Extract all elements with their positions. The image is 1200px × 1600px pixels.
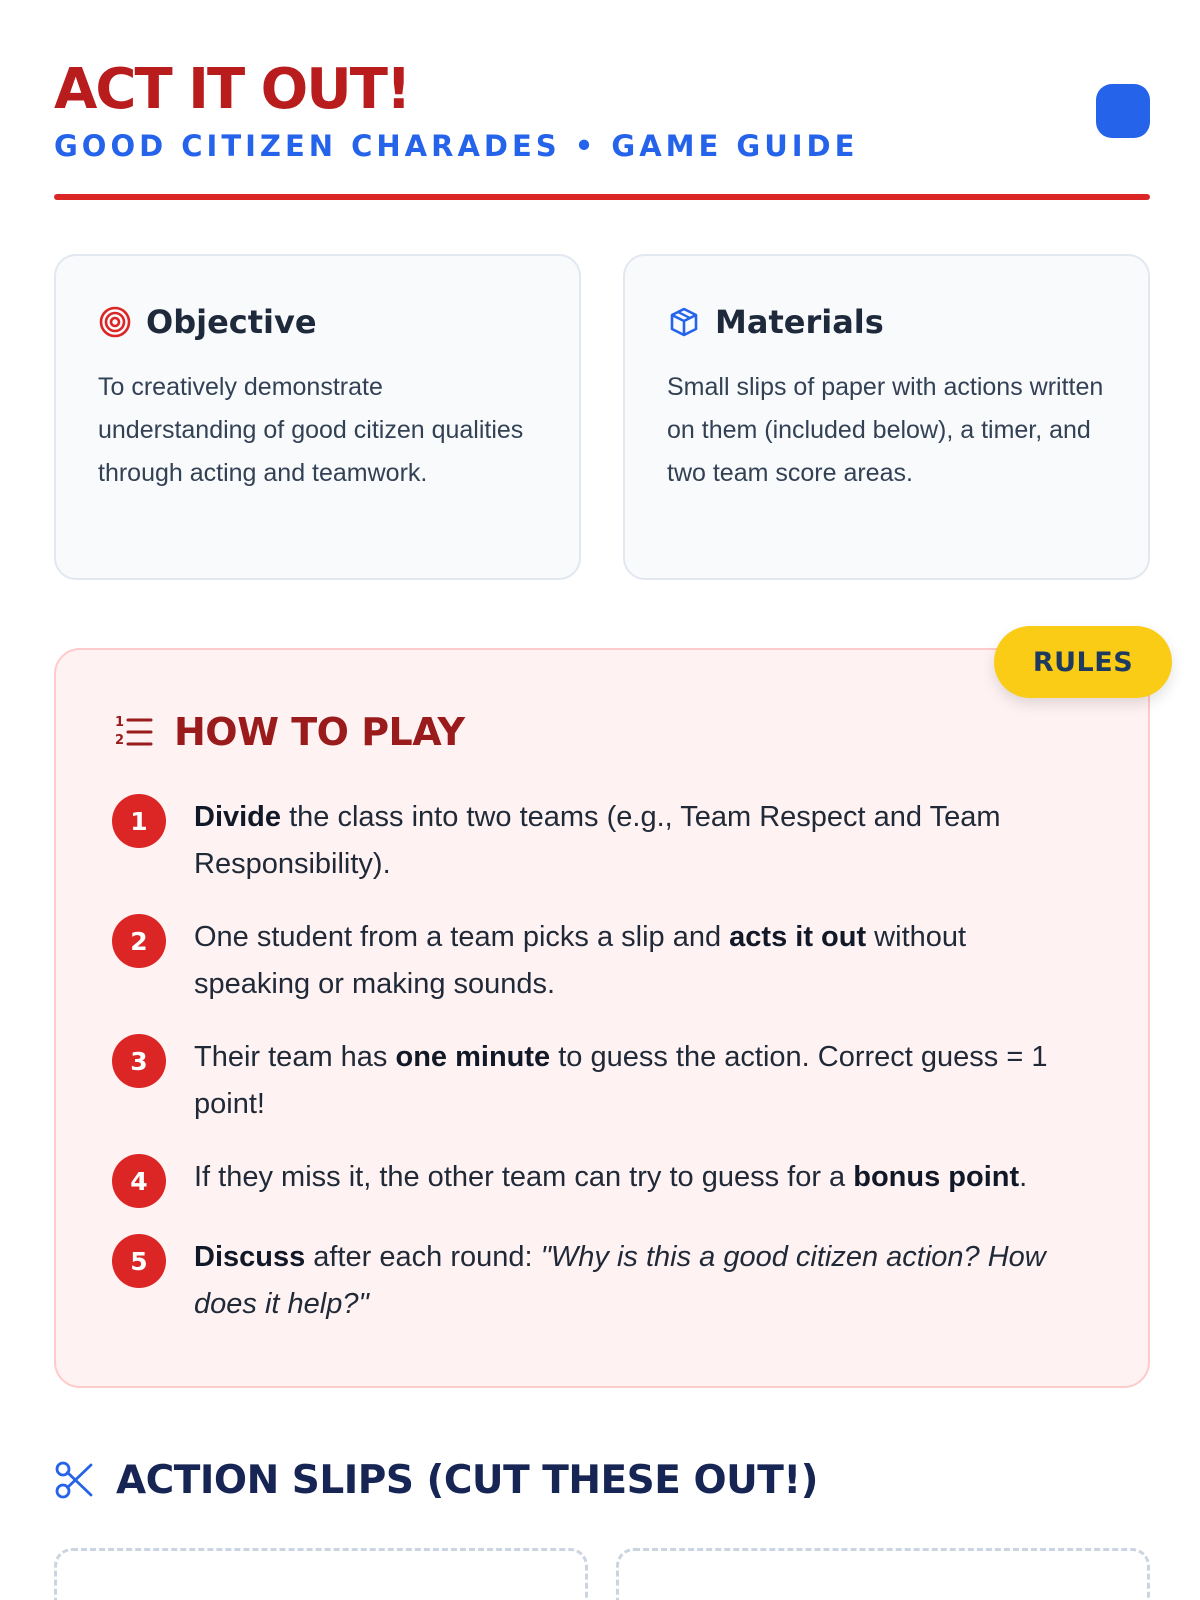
rules-badge: RULES	[994, 626, 1172, 698]
rule-step	[112, 1034, 1092, 1128]
rule-step	[112, 1154, 1092, 1208]
objective-card-header	[98, 300, 537, 344]
action-slips-title: ACTION SLIPS (CUT THESE OUT!)	[116, 1457, 819, 1503]
target-icon	[98, 305, 132, 339]
step-text: Discuss after each round: "Why is this a good citizen action? How does it help?"	[194, 1241, 1046, 1320]
rule-step	[112, 1234, 1092, 1328]
page-subtitle: GOOD CITIZEN CHARADES • GAME GUIDE	[54, 129, 859, 163]
objective-title: Objective	[146, 303, 317, 341]
header-badge-dot	[1096, 84, 1150, 138]
materials-card	[623, 254, 1150, 580]
materials-title: Materials	[715, 303, 884, 341]
step-text: One student from a team picks a slip and acts it out without speaking or making sounds.	[194, 921, 967, 1000]
info-cards	[54, 254, 1150, 580]
page-header	[54, 58, 1150, 200]
rule-step	[112, 794, 1092, 888]
svg-text:2: 2	[115, 733, 125, 748]
header-divider	[54, 194, 1150, 200]
step-number: 4	[112, 1154, 166, 1208]
step-number: 3	[112, 1034, 166, 1088]
how-to-play-header	[112, 704, 1092, 760]
materials-text: Small slips of paper with actions written on them (included below), a timer, and two team score areas.	[667, 373, 1104, 487]
rules-steps	[112, 794, 1092, 1328]
rule-step	[112, 914, 1092, 1008]
step-number: 1	[112, 794, 166, 848]
step-number: 2	[112, 914, 166, 968]
how-to-play-title: HOW TO PLAY	[174, 710, 465, 754]
how-to-play-panel	[54, 648, 1150, 1388]
step-text: If they miss it, the other team can try to guess for a bonus point.	[194, 1161, 1028, 1193]
numbered-list-icon	[112, 711, 154, 753]
action-slip	[54, 1548, 588, 1600]
objective-text: To creatively demonstrate understanding of good citizen qualities through acting and teamwork.	[98, 373, 524, 487]
svg-text:1: 1	[115, 715, 125, 730]
action-slips-header	[54, 1452, 818, 1508]
scissors-icon	[54, 1460, 94, 1500]
step-text: Their team has one minute to guess the action. Correct guess = 1 point!	[194, 1041, 1048, 1120]
action-slip	[616, 1548, 1150, 1600]
objective-card	[54, 254, 581, 580]
materials-card-header	[667, 300, 1106, 344]
step-number: 5	[112, 1234, 166, 1288]
step-text: Divide the class into two teams (e.g., Team Respect and Team Responsibility).	[194, 801, 1001, 880]
page-title: ACT IT OUT!	[54, 57, 410, 122]
box-icon	[667, 305, 701, 339]
